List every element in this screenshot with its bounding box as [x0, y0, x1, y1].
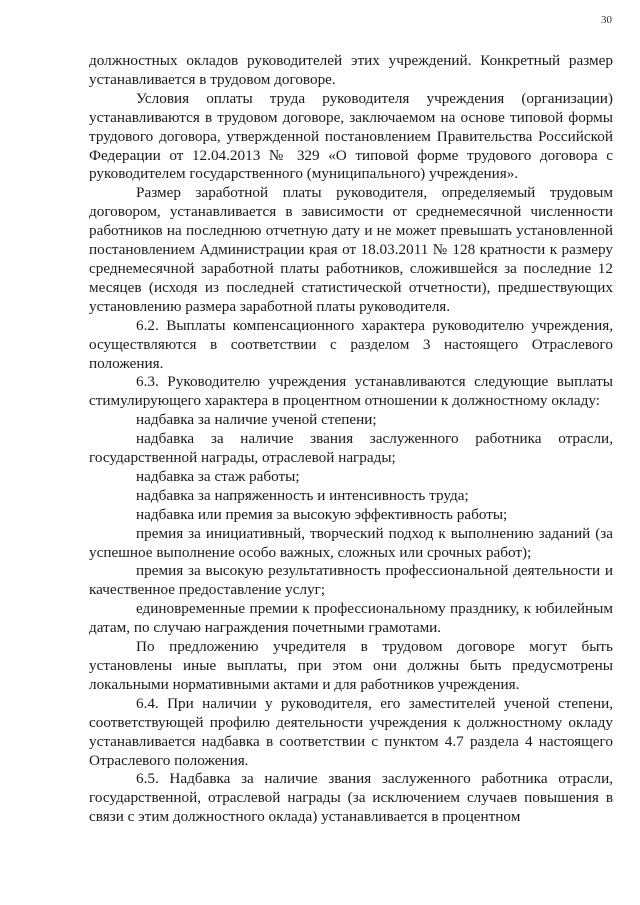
list-item-performance-bonus: премия за высокую результативность профессиональной деятельности и качественное предоставление услуг;: [89, 562, 613, 599]
paragraph-6-3: 6.3. Руководителю учреждения устанавливаются следующие выплаты стимулирующего характера в процентном отношении к должностному окладу:: [89, 373, 613, 410]
list-item-one-time-bonus: единовременные премии к профессиональному празднику, к юбилейным датам, по случаю награждения почетными грамотами.: [89, 600, 613, 637]
list-item-high-efficiency: надбавка или премия за высокую эффективность работы;: [136, 505, 508, 523]
paragraph-conditions-of-pay: Условия оплаты труда руководителя учреждения (организации) устанавливаются в трудовом договоре, заключаемом на основе типовой формы трудового договора, утвержденной постановлением Правительства Российской Федерации от 12.04.2013 № 329 «О типовой форме трудового договора с руководителем государственного (муниципального) учреждения».: [89, 89, 613, 183]
list-item-work-experience: надбавка за стаж работы;: [136, 467, 300, 485]
paragraph-continuation: должностных окладов руководителей этих учреждений. Конкретный размер устанавливается в трудовом договоре.: [89, 52, 613, 88]
paragraph-6-5: 6.5. Надбавка за наличие звания заслуженного работника отрасли, государственной, отраслевой награды (за исключением случаев повышения в связи с этим должностного оклада) устанавливается в процентном: [89, 770, 613, 826]
list-item-work-intensity: надбавка за напряженность и интенсивность труда;: [136, 486, 469, 504]
paragraph-6-2: 6.2. Выплаты компенсационного характера руководителю учреждения, осуществляются в соответствии с разделом 3 настоящего Отраслевого положения.: [89, 316, 613, 372]
page-number: 30: [601, 14, 612, 26]
list-item-academic-degree: надбавка за наличие ученой степени;: [136, 411, 377, 429]
paragraph-6-4: 6.4. При наличии у руководителя, его заместителей ученой степени, соответствующей профилю деятельности учреждения к должностному окладу устанавливается надбавка в соответствии с пунктом 4.7 раздела 4 настоящего Отраслевого положения.: [89, 694, 613, 769]
document-body: [89, 52, 613, 827]
paragraph-founder-proposal: По предложению учредителя в трудовом договоре могут быть установлены иные выплаты, при этом они должны быть предусмотрены локальными нормативными актами и для работников учреждения.: [89, 638, 613, 693]
paragraph-salary-size: Размер заработной платы руководителя, определяемый трудовым договором, устанавливается в зависимости от среднемесячной численности работников на последнюю отчетную дату и не может превышать установленной постановлением Администрации края от 18.03.2011 № 128 кратности к размеру среднемесячной заработной платы работников, сложившейся за последние 12 месяцев (исходя из последней статистической отчетности), предшествующих установлению размера заработной платы руководителя.: [89, 184, 613, 315]
list-item-initiative-bonus: премия за инициативный, творческий подход к выполнению заданий (за успешное выполнение особо важных, сложных или срочных работ);: [89, 524, 613, 561]
list-item-honored-title: надбавка за наличие звания заслуженного работника отрасли, государственной награды, отраслевой награды;: [89, 430, 613, 467]
